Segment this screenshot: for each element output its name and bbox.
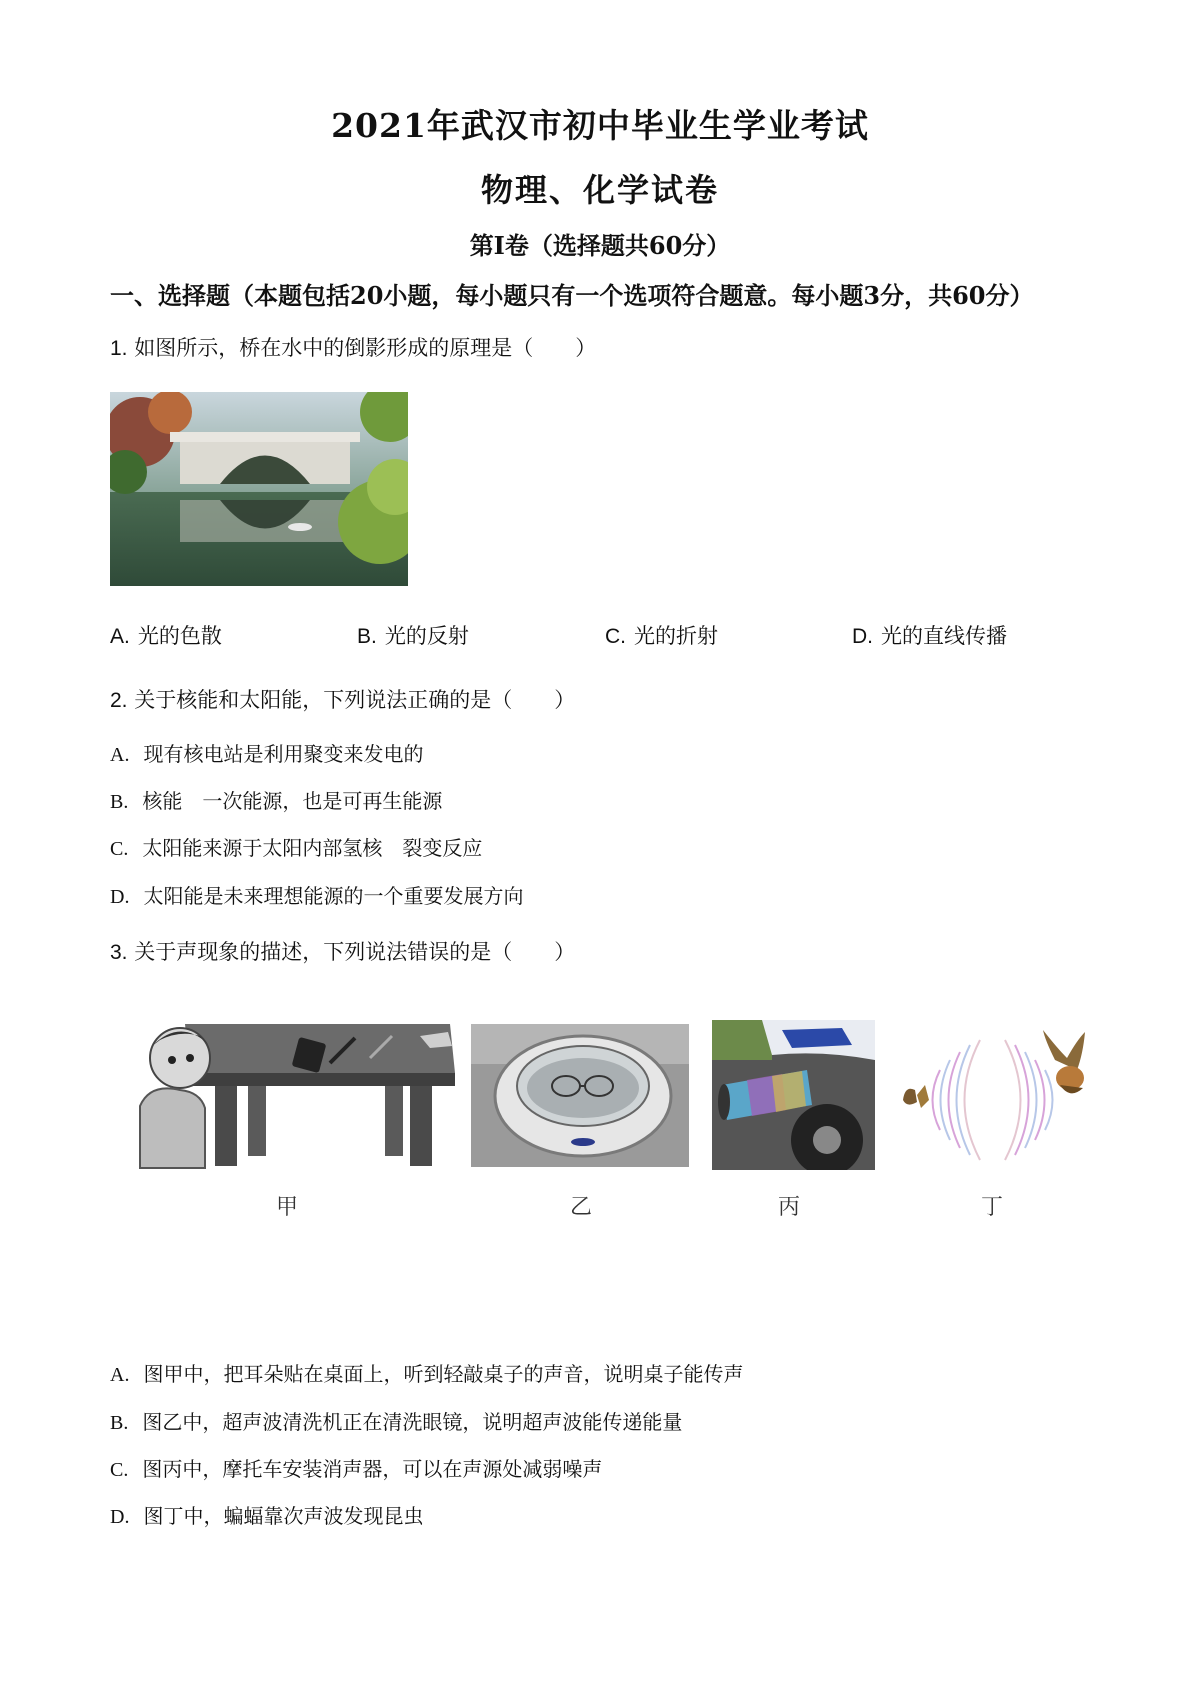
part-heading: 第I卷（选择题共60分） bbox=[469, 231, 731, 260]
question-number: 3. bbox=[110, 941, 128, 964]
q2-option-c bbox=[110, 832, 482, 861]
figure-caption-yi: 乙 bbox=[570, 1195, 593, 1220]
question-number: 1. bbox=[110, 337, 128, 360]
q1-option-b bbox=[357, 620, 469, 650]
option-letter: C. bbox=[605, 625, 626, 648]
exam-subtitle: 物理、化学试卷 bbox=[480, 171, 719, 209]
option-text: 图丙中，摩托车安装消声器，可以在声源处减弱噪声 bbox=[142, 1457, 603, 1481]
figure-yi-ultrasonic-cleaner bbox=[471, 1024, 689, 1167]
option-text: 太阳能来源于太阳内部氢核 裂变反应 bbox=[142, 836, 483, 860]
option-text: 图甲中，把耳朵贴在桌面上，听到轻敲桌子的声音，说明桌子能传声 bbox=[143, 1362, 744, 1386]
q2-option-b bbox=[110, 785, 442, 814]
q1-option-c bbox=[605, 620, 718, 650]
q3-option-a bbox=[110, 1358, 743, 1387]
figure-ding-bat-echolocation bbox=[895, 1030, 1095, 1170]
q1-option-d bbox=[852, 620, 1007, 650]
question-number: 2. bbox=[110, 689, 128, 712]
question-2 bbox=[110, 684, 575, 714]
q1-option-a bbox=[110, 620, 222, 650]
figure-caption-bing: 丙 bbox=[778, 1195, 801, 1220]
option-letter: C. bbox=[110, 1459, 129, 1481]
option-text: 核能 一次能源，也是可再生能源 bbox=[142, 789, 443, 813]
figure-caption-ding: 丁 bbox=[981, 1195, 1004, 1220]
question-stem: 如图所示，桥在水中的倒影形成的原理是（ ） bbox=[134, 336, 597, 360]
option-letter: D. bbox=[110, 886, 130, 908]
option-text: 图乙中，超声波清洗机正在清洗眼镜，说明超声波能传递能量 bbox=[142, 1410, 683, 1434]
figure-caption-jia: 甲 bbox=[276, 1195, 299, 1220]
figure-jia-ear-on-table bbox=[130, 1018, 455, 1173]
option-text: 光的色散 bbox=[137, 624, 222, 648]
option-text: 光的反射 bbox=[384, 624, 469, 648]
option-letter: D. bbox=[110, 1506, 130, 1528]
option-text: 光的直线传播 bbox=[881, 624, 1007, 648]
q2-option-d bbox=[110, 880, 523, 909]
option-letter: B. bbox=[110, 791, 129, 813]
option-letter: A. bbox=[110, 744, 130, 766]
question-1 bbox=[110, 332, 596, 362]
q3-option-b bbox=[110, 1406, 682, 1435]
q3-option-d bbox=[110, 1500, 423, 1529]
option-letter: A. bbox=[110, 625, 130, 648]
section-heading: 一、选择题（本题包括20小题，每小题只有一个选项符合题意。每小题3分，共60分） bbox=[110, 281, 1034, 310]
question-stem: 关于声现象的描述，下列说法错误的是（ ） bbox=[134, 940, 576, 964]
q2-option-a bbox=[110, 738, 423, 767]
option-letter: B. bbox=[110, 1412, 129, 1434]
option-letter: B. bbox=[357, 625, 377, 648]
q3-option-c bbox=[110, 1453, 602, 1482]
option-text: 光的折射 bbox=[634, 624, 718, 648]
question-3 bbox=[110, 936, 575, 966]
option-text: 图丁中，蝙蝠靠次声波发现昆虫 bbox=[143, 1504, 424, 1528]
figure-bing-motorcycle-muffler bbox=[712, 1020, 875, 1170]
option-text: 现有核电站是利用聚变来发电的 bbox=[143, 742, 424, 766]
bridge-reflection-image bbox=[110, 392, 408, 586]
option-text: 太阳能是未来理想能源的一个重要发展方向 bbox=[143, 884, 524, 908]
exam-title: 2021年武汉市初中毕业生学业考试 bbox=[331, 106, 869, 145]
question-stem: 关于核能和太阳能，下列说法正确的是（ ） bbox=[134, 688, 576, 712]
option-letter: D. bbox=[852, 625, 873, 648]
option-letter: A. bbox=[110, 1364, 130, 1386]
option-letter: C. bbox=[110, 838, 129, 860]
